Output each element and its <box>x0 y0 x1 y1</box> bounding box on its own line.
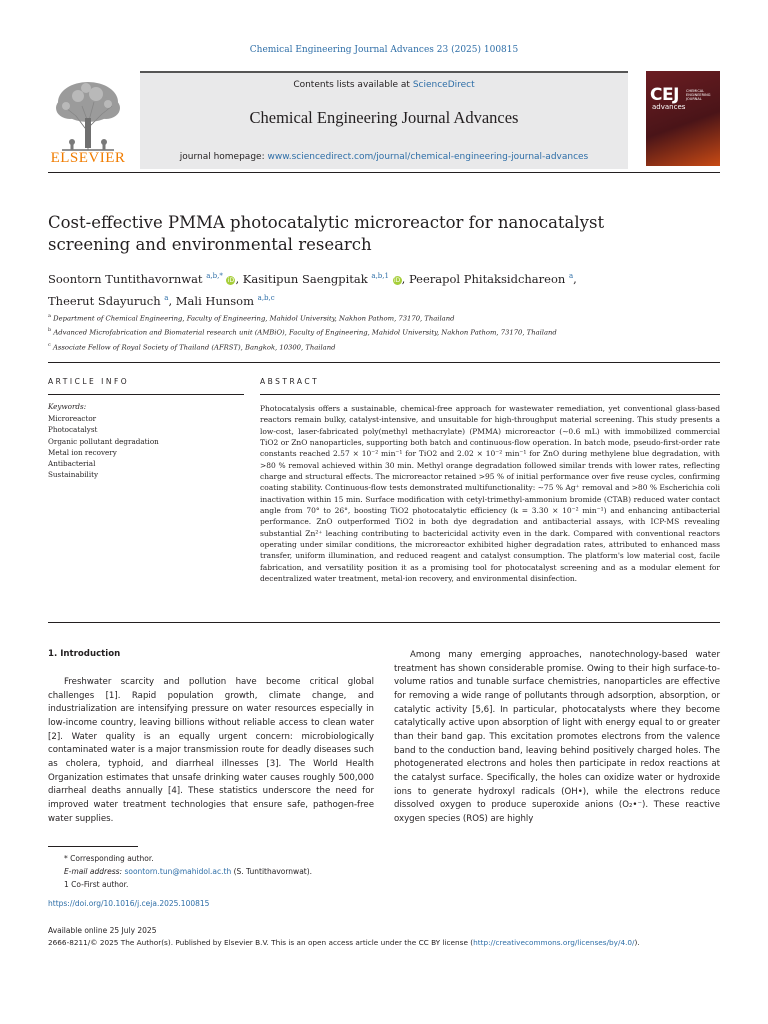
affiliation-text: Associate Fellow of Royal Society of Thailand (AFRST), Bangkok, 10300, Thailand <box>52 342 336 351</box>
journal-cover-image[interactable] <box>646 71 720 166</box>
affiliation-mark: a <box>48 313 51 319</box>
author-affil-mark[interactable]: a,b,1 <box>371 272 389 280</box>
cover-small-text: CHEMICAL ENGINEERING JOURNAL <box>686 89 711 101</box>
author-affil-mark[interactable]: a,b,* <box>206 272 223 280</box>
footnotes <box>48 852 720 891</box>
copyright-text: 2666-8211/© 2025 The Author(s). Published by Elsevier B.V. This is an open access article under the CC BY license ( <box>48 938 474 947</box>
keyword-item: Antibacterial <box>48 459 96 469</box>
copyright-line <box>48 938 738 947</box>
abstract-text: Photocatalysis offers a sustainable, chemical-free approach for wastewater remediation, yet conventional glass-based reactors remain bulky, catalyst-intensive, and unsuitable for high-throughput material screening. This study presents a low-cost, laser-fabricated poly(methyl methacrylate) (PMMA) microreactor (∼0.6 mL) with immobilized commercial TiO2 or ZnO nanoparticles, supporting both batch and continuous-flow operation. In batch mode, pseudo-first-order rate constants reached 2.57 × 10⁻² min⁻¹ for TiO2 and 2.02 × 10⁻² min⁻¹ for ZnO during methylene blue degradation, with >80 % removal achieved within 30 min. Methyl orange degradation followed similar trends with lower rates, reflecting charge and structural effects. The microreactor retained >95 % of initial performance over five reuse cycles, confirming coating stability. Continuous-flow tests demonstrated multifunctionality: ∼75 % Ag⁺ removal and >80 % Escherichia coli inactivation within 15 min. Surface modification with cetyl-trimethyl-ammonium bromide (CTAB) reduced water contact angle from 70° to 26°, boosting TiO2 photocatalytic efficiency (k = 3.30 × 10⁻² min⁻¹) and enhancing antibacterial performance. ZnO outperformed TiO2 in both dye degradation and antibacterial assays, with ICP-MS revealing substantial Zn²⁺ leaching contributing to bactericidal activity even in the dark. Compared with conventional reactors operating under similar conditions, the microreactor exhibited higher degradation rates, attributed to enhanced mass transfer, uniform illumination, and reduced reagent and catalyst consumption. The platform's low material cost, facile fabrication, and versatility position it as a promising tool for photocatalyst screening and as a modular element for decentralized water treatment, metal-ion recovery, and environmental disinfection. <box>260 404 720 584</box>
affiliation-item <box>48 324 728 338</box>
header-divider <box>48 172 720 173</box>
affiliation-divider <box>48 362 720 363</box>
author-separator: , <box>235 271 243 286</box>
license-link[interactable]: http://creativecommons.org/licenses/by/4.0/ <box>473 938 635 947</box>
email-note <box>48 865 720 878</box>
body-column-left <box>48 676 374 826</box>
article-title: Cost-effective PMMA photocatalytic microreactor for nanocatalyst screening and environmental research <box>48 213 605 254</box>
affiliation-text: Department of Chemical Engineering, Faculty of Engineering, Mahidol University, Nakhon Pathom, 73170, Thailand <box>53 314 455 323</box>
copyright-suffix: ). <box>634 938 640 947</box>
keywords-label: Keywords: <box>48 402 87 411</box>
cofirst-author-note: 1 Co-First author. <box>64 880 129 889</box>
keyword-item: Sustainability <box>48 470 99 480</box>
author-separator: , <box>573 271 577 286</box>
affiliations <box>48 310 728 353</box>
affiliation-item <box>48 339 728 353</box>
footnote-divider <box>48 846 138 847</box>
available-online-date: Available online 25 July 2025 <box>48 926 157 935</box>
author-name[interactable]: Soontorn Tuntithavornwat <box>48 271 203 286</box>
email-label: E-mail address: <box>64 867 125 876</box>
keyword-item: Organic pollutant degradation <box>48 436 159 446</box>
orcid-icon[interactable]: iD <box>227 276 235 284</box>
keyword-item: Metal ion recovery <box>48 447 117 457</box>
cover-subtitle: advances <box>652 103 686 111</box>
running-head[interactable]: Chemical Engineering Journal Advances 23 (2025) 100815 <box>249 45 519 55</box>
homepage-prefix: journal homepage: <box>179 152 268 162</box>
email-suffix: (S. Tuntithavornwat). <box>231 867 313 876</box>
affiliation-text: Advanced Microfabrication and Biomaterial research unit (AMBiO), Faculty of Engineering, Mahidol University, Nakhon Pathom, 73170, Thailand <box>53 328 557 337</box>
keyword-item: Photocatalyst <box>48 425 98 435</box>
author-affil-mark[interactable]: a <box>568 272 574 280</box>
author-name[interactable]: Theerut Sdayuruch <box>48 293 161 308</box>
doi-link[interactable]: https://doi.org/10.1016/j.ceja.2025.100815 <box>48 899 210 908</box>
body-column-right <box>394 649 720 827</box>
keyword-list <box>48 413 238 481</box>
journal-homepage-line <box>140 152 628 162</box>
abstract-bottom-divider <box>48 622 720 623</box>
journal-homepage-link[interactable]: www.sciencedirect.com/journal/chemical-engineering-journal-advances <box>267 152 589 162</box>
author-name[interactable]: Peerapol Phitaksidchareon <box>408 271 566 286</box>
abstract-heading: ABSTRACT <box>260 377 320 386</box>
contents-prefix: Contents lists available at <box>293 80 413 90</box>
author-list <box>48 267 728 311</box>
article-info-heading: ARTICLE INFO <box>48 377 130 386</box>
author-affil-mark[interactable]: a <box>164 293 169 302</box>
author-name[interactable]: Mali Hunsom <box>175 293 254 308</box>
orcid-icon[interactable]: iD <box>393 276 401 284</box>
body-paragraph: Freshwater scarcity and pollution have become critical global challenges [1]. Rapid population growth, climate change, and industrialization are intensifying pressure on water resources especially in low-income country, leaving billions without reliable access to clean water [2]. Water quality is an equally urgent concern: microbiologically contaminated water is a major transmission route for deadly diseases such as cholera, typhoid, and diarrheal illnesses [3]. The World Health Organization estimates that unsafe drinking water causes roughly 500,000 diarrheal deaths annually [4]. These statistics underscore the need for improved water treatment technologies that ensure safe, pathogen-free water supplies. <box>48 677 374 824</box>
abstract-divider <box>260 394 720 395</box>
author-separator: , <box>401 271 409 286</box>
sciencedirect-link[interactable]: ScienceDirect <box>412 80 475 90</box>
email-link[interactable]: soontorn.tun@mahidol.ac.th <box>124 867 232 876</box>
cover-logo: CEJ <box>650 85 679 105</box>
author-name[interactable]: Kasitipun Saengpitak <box>242 271 368 286</box>
body-paragraph: Among many emerging approaches, nanotechnology-based water treatment has shown considerable promise. Owing to their high surface-to-volume ratios and tunable surface chemistries, nanoparticles are effective for removing a wide range of pollutants through adsorption, absorption, or catalytic activity [5,6]. In particular, photocatalysts where they become catalytically active upon absorption of light with energy equal to or greater than their band gap. This excitation promotes electrons from the valence band to the conduction band, leaving behind positively charged holes. The photogenerated electrons and holes then participate in redox reactions at the catalyst surface. Specifically, the holes can oxidize water or hydroxide ions to generate hydroxyl radicals (OH•), while the electrons reduce dissolved oxygen to produce superoxide anions (O₂•⁻). These reactive oxygen species (ROS) are highly <box>394 650 720 824</box>
contents-line <box>140 80 628 90</box>
author-separator: , <box>168 293 176 308</box>
introduction-heading: 1. Introduction <box>48 649 121 659</box>
elsevier-wordmark: ELSEVIER <box>50 150 126 166</box>
affiliation-item <box>48 310 728 324</box>
article-info-divider <box>48 394 244 395</box>
affiliation-mark: b <box>48 327 52 334</box>
corresponding-author-note: * Corresponding author. <box>64 854 154 863</box>
affiliation-mark: c <box>48 341 51 348</box>
journal-name: Chemical Engineering Journal Advances <box>249 108 519 127</box>
author-affil-mark[interactable]: a,b,c <box>257 293 275 302</box>
keyword-item: Microreactor <box>48 414 97 423</box>
